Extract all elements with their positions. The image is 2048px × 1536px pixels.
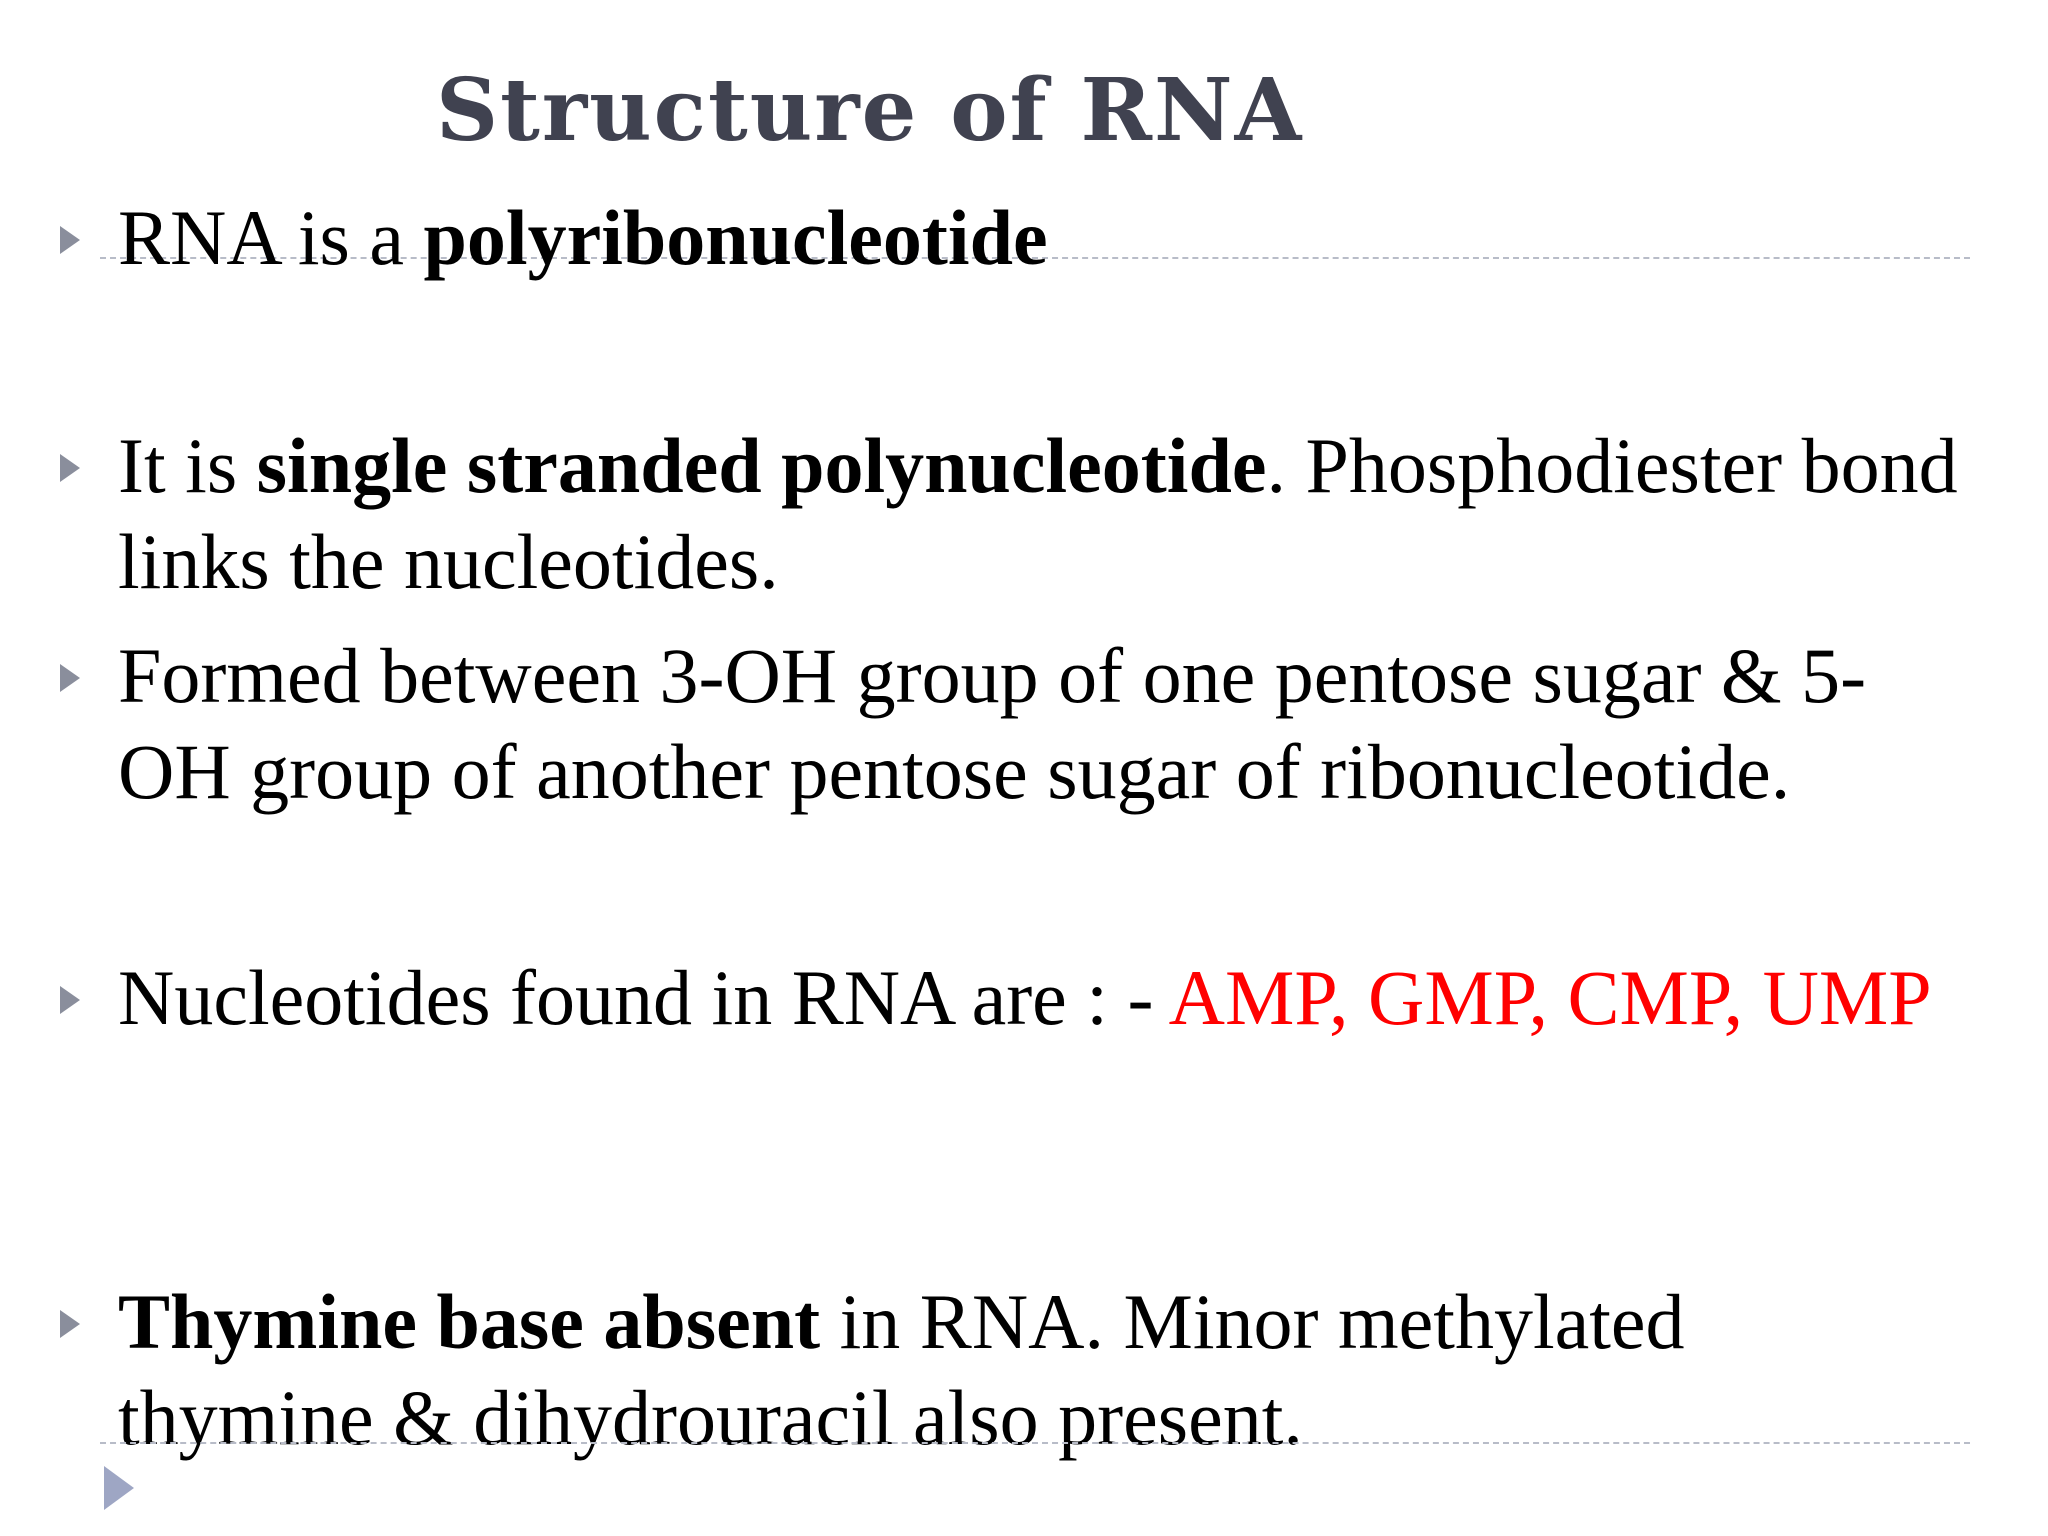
bullet-3-text-plain: Formed between 3-OH group of one pentose sugar & 5-OH group of another pentose sugar of ribonucleotide. xyxy=(118,632,1867,815)
divider-bottom xyxy=(100,1442,1970,1444)
bullet-text-1 xyxy=(118,190,1958,286)
bullet-2-text-plain-a: It is xyxy=(118,422,257,509)
bullet-5-text-plain: in RNA. Minor methylated thymine & dihydrouracil also present. xyxy=(118,1278,1685,1461)
triangle-right-icon xyxy=(60,226,80,254)
bullet-4-text-plain: Nucleotides found in RNA are : - xyxy=(118,954,1169,1041)
bullet-2-text-plain-b: . Phosphodiester bond links the nucleotides. xyxy=(118,422,1958,605)
bullet-text-2 xyxy=(118,418,1958,610)
bullet-4-text-red: AMP, GMP, CMP, UMP xyxy=(1168,954,1932,1041)
triangle-right-icon xyxy=(60,664,80,692)
bullet-text-3 xyxy=(118,628,1958,820)
triangle-right-icon xyxy=(60,986,80,1014)
bullet-text-4 xyxy=(118,950,1958,1046)
bullet-1-text-bold: polyribonucleotide xyxy=(423,194,1048,281)
bullet-text-5 xyxy=(118,1274,1958,1466)
bullet-5-text-bold: Thymine base absent xyxy=(118,1278,821,1365)
triangle-right-icon xyxy=(60,454,80,482)
slide-title: Structure of RNA xyxy=(436,60,1304,161)
bullet-2-text-bold: single stranded polynucleotide xyxy=(256,422,1267,509)
triangle-right-icon xyxy=(60,1310,80,1338)
bullet-1-text-plain: RNA is a xyxy=(118,194,424,281)
triangle-right-icon xyxy=(104,1466,134,1510)
